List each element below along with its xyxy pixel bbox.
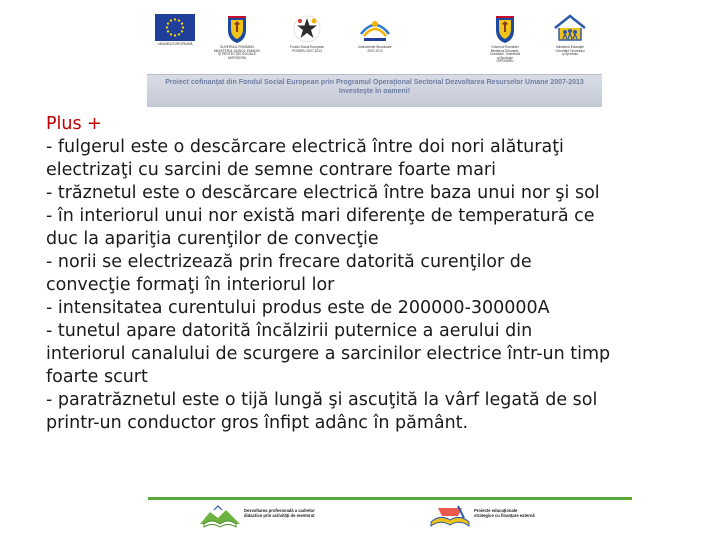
eu-flag-icon bbox=[155, 14, 195, 41]
fse-star-icon bbox=[292, 14, 322, 44]
sponsor-logos-row bbox=[145, 12, 600, 76]
body-line: foarte scurt bbox=[46, 367, 148, 387]
romania-coat-of-arms-icon bbox=[493, 14, 517, 44]
body-line: - în interiorul unui nor există mari diferenţe de temperatură ce bbox=[46, 206, 595, 226]
footer-project-mentoring bbox=[198, 504, 398, 528]
footer-project-strategic bbox=[428, 504, 628, 528]
instrumente-structurale-icon bbox=[358, 14, 392, 44]
eu-logo bbox=[145, 14, 205, 47]
cofinancing-tagline bbox=[147, 74, 602, 107]
body-line: printr-un conductor gros înfipt adânc în pământ. bbox=[46, 413, 469, 433]
body-line: interiorul canalului de scurgere a sarcinilor electrice într-un timp bbox=[46, 344, 611, 364]
fse-logo bbox=[277, 14, 337, 53]
ministry-logo bbox=[475, 14, 535, 64]
tagline-slogan: Investeşte în oameni! bbox=[338, 88, 411, 95]
slide-heading: Plus + bbox=[46, 114, 102, 134]
body-line: - norii se electrizează prin frecare datorită curenţilor de bbox=[46, 252, 532, 272]
government-logo bbox=[207, 14, 267, 60]
education-ministry-logo bbox=[540, 14, 600, 57]
education-ministry-logo-caption: Ministerul Educaţiei Cercetării Tineretului şi Sportului bbox=[555, 45, 585, 57]
open-book-icon bbox=[198, 504, 242, 528]
body-line: - trăznetul este o descărcare electrică între baza unui nor şi sol bbox=[46, 183, 600, 203]
body-line: - fulgerul este o descărcare electrică între doi nori alăturaţi bbox=[46, 137, 564, 157]
body-line: - tunetul apare datorită încălzirii puternice a aerului din bbox=[46, 321, 533, 341]
header-banner bbox=[145, 12, 600, 96]
government-logo-caption: GUVERNUL ROMÂNIEI MINISTERUL MUNCII, FAMILIEI ŞI PROTECŢIEI SOCIALE AMPOSDRU bbox=[213, 45, 261, 60]
slide-body bbox=[46, 113, 686, 435]
body-line: duc la apariţia curenţilor de convecţie bbox=[46, 229, 379, 249]
footer-left-text: Dezvoltarea profesională a cadrelor didactice prin activităţi de mentorat bbox=[244, 508, 315, 519]
structural-instruments-logo bbox=[345, 14, 405, 53]
romania-coat-of-arms-icon bbox=[225, 14, 249, 44]
book-pen-icon bbox=[428, 504, 472, 528]
footer-right-text: Proiecte educaţionale strategice cu finanţare externă bbox=[474, 508, 535, 519]
body-line: - paratrăznetul este o tijă lungă şi ascuţită la vârf legată de sol bbox=[46, 390, 598, 410]
body-line: electrizaţi cu sarcini de semne contrare foarte mari bbox=[46, 160, 496, 180]
fse-logo-caption: Fondul Social European POSDRU 2007-2013 bbox=[289, 45, 325, 53]
education-house-icon bbox=[552, 14, 588, 44]
footer-divider bbox=[148, 497, 632, 500]
body-line: convecţie formaţi în interiorul lor bbox=[46, 275, 335, 295]
eu-logo-caption: UNIUNEA EUROPEANĂ bbox=[157, 42, 193, 46]
ministry-logo-caption: Guvernul României Ministerul Educaţiei, Cercetării, Tineretului şi Sportului OIPOSDRU bbox=[489, 45, 521, 64]
structural-instruments-logo-caption: Instrumente Structurale 2007-2013 bbox=[358, 45, 392, 53]
tagline-text: Proiect cofinanţat din Fondul Social European prin Programul Operaţional Sectorial Dezvoltarea Resurselor Umane 2007-2013 bbox=[165, 79, 584, 86]
body-line: - intensitatea curentului produs este de 200000-300000A bbox=[46, 298, 550, 318]
